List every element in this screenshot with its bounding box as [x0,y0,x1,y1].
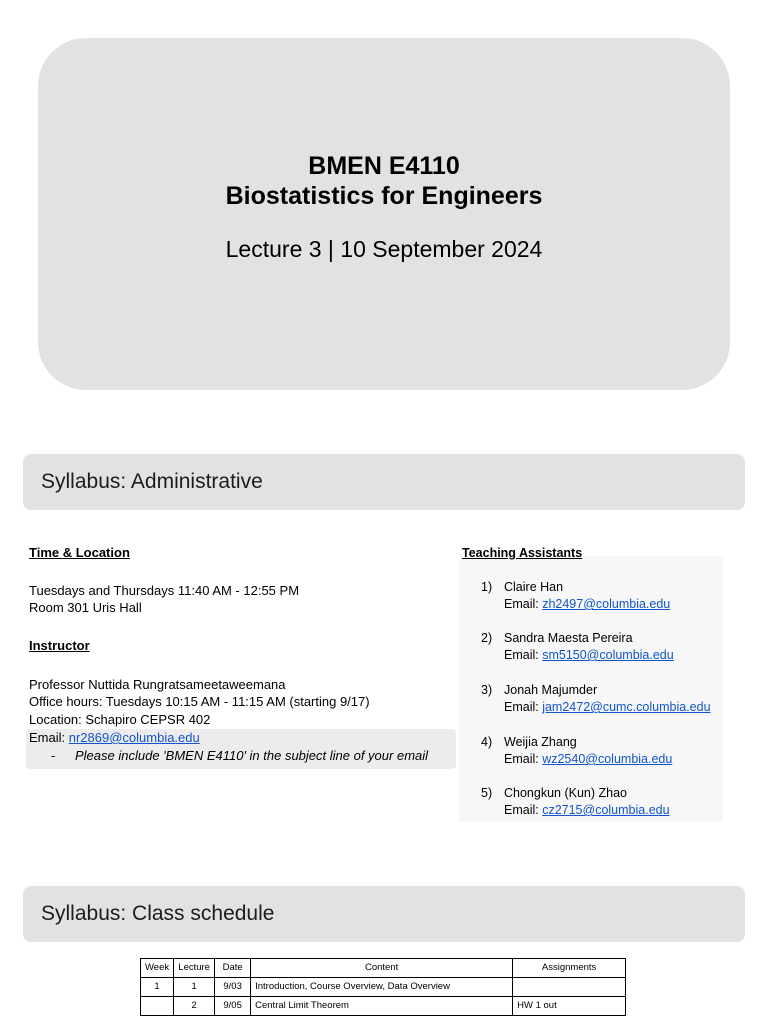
ta-name: Jonah Majumder [504,683,598,697]
ta-email-link[interactable]: sm5150@columbia.edu [542,648,674,662]
ta-name: Chongkun (Kun) Zhao [504,786,627,800]
ta-email-row [481,802,670,819]
ta-email-link[interactable]: wz2540@columbia.edu [542,752,673,766]
course-code: BMEN E4110 [308,152,460,180]
ta-number: 3) [481,683,493,697]
column-header-lecture: Lecture [174,959,215,978]
ta-email-label: Email: [504,803,543,817]
cell-date: 9/03 [215,978,251,997]
ta-item [481,785,670,819]
cell-content: Introduction, Course Overview, Data Overview [251,978,513,997]
time-location-heading: Time & Location [29,545,130,560]
ta-email-label: Email: [504,648,543,662]
instructor-office-hours: Office hours: Tuesdays 10:15 AM - 11:15 AM (starting 9/17) [29,694,370,709]
ta-email-link[interactable]: zh2497@columbia.edu [542,597,671,611]
instructor-email-note-bullet: - [51,748,56,763]
ta-email-row [481,699,711,716]
instructor-location: Location: Schapiro CEPSR 402 [29,712,211,727]
cell-assignments [513,978,626,997]
class-room: Room 301 Uris Hall [29,600,142,615]
table-header-row [141,959,626,978]
schedule-section-title: Syllabus: Class schedule [41,902,275,925]
ta-email-label: Email: [504,597,543,611]
ta-item [481,734,672,768]
ta-email-row [481,596,670,613]
instructor-email-label: Email: [29,730,69,745]
instructor-name: Professor Nuttida Rungratsameetaweemana [29,677,286,692]
instructor-email-note: Please include 'BMEN E4110' in the subject line of your email [75,748,429,763]
course-name: Biostatistics for Engineers [225,182,543,210]
ta-email-row [481,751,672,768]
column-header-assignments: Assignments [513,959,626,978]
ta-email-link[interactable]: jam2472@cumc.columbia.edu [542,700,711,714]
cell-week [141,997,174,1016]
instructor-email-link[interactable]: nr2869@columbia.edu [68,730,200,745]
ta-number: 1) [481,580,493,594]
column-header-date: Date [215,959,251,978]
class-schedule-table [140,958,626,1016]
cell-week: 1 [141,978,174,997]
table-row [141,978,626,997]
lecture-date: Lecture 3 | 10 September 2024 [225,236,543,262]
instructor-email-row [29,729,200,746]
column-header-week: Week [141,959,174,978]
cell-date: 9/05 [215,997,251,1016]
ta-email-row [481,647,674,664]
cell-content: Central Limit Theorem [251,997,513,1016]
admin-section-header [23,454,745,510]
ta-email-label: Email: [504,752,543,766]
ta-name: Sandra Maesta Pereira [504,631,633,645]
ta-number: 4) [481,735,493,749]
ta-item [481,630,674,664]
schedule-section-header [23,886,745,942]
column-header-content: Content [251,959,513,978]
class-schedule-time: Tuesdays and Thursdays 11:40 AM - 12:55 PM [29,583,300,598]
table-row [141,997,626,1016]
ta-name: Weijia Zhang [504,735,577,749]
ta-number: 2) [481,631,493,645]
ta-number: 5) [481,786,493,800]
ta-email-label: Email: [504,700,543,714]
ta-name: Claire Han [504,580,564,594]
cell-lecture: 2 [174,997,215,1016]
admin-section-title: Syllabus: Administrative [41,470,263,493]
ta-item [481,579,670,613]
cell-assignments: HW 1 out [513,997,626,1016]
instructor-heading: Instructor [29,638,90,653]
title-card [38,38,730,390]
teaching-assistants-heading: Teaching Assistants [462,546,583,560]
ta-item [481,682,711,716]
ta-email-link[interactable]: cz2715@columbia.edu [542,803,670,817]
cell-lecture: 1 [174,978,215,997]
